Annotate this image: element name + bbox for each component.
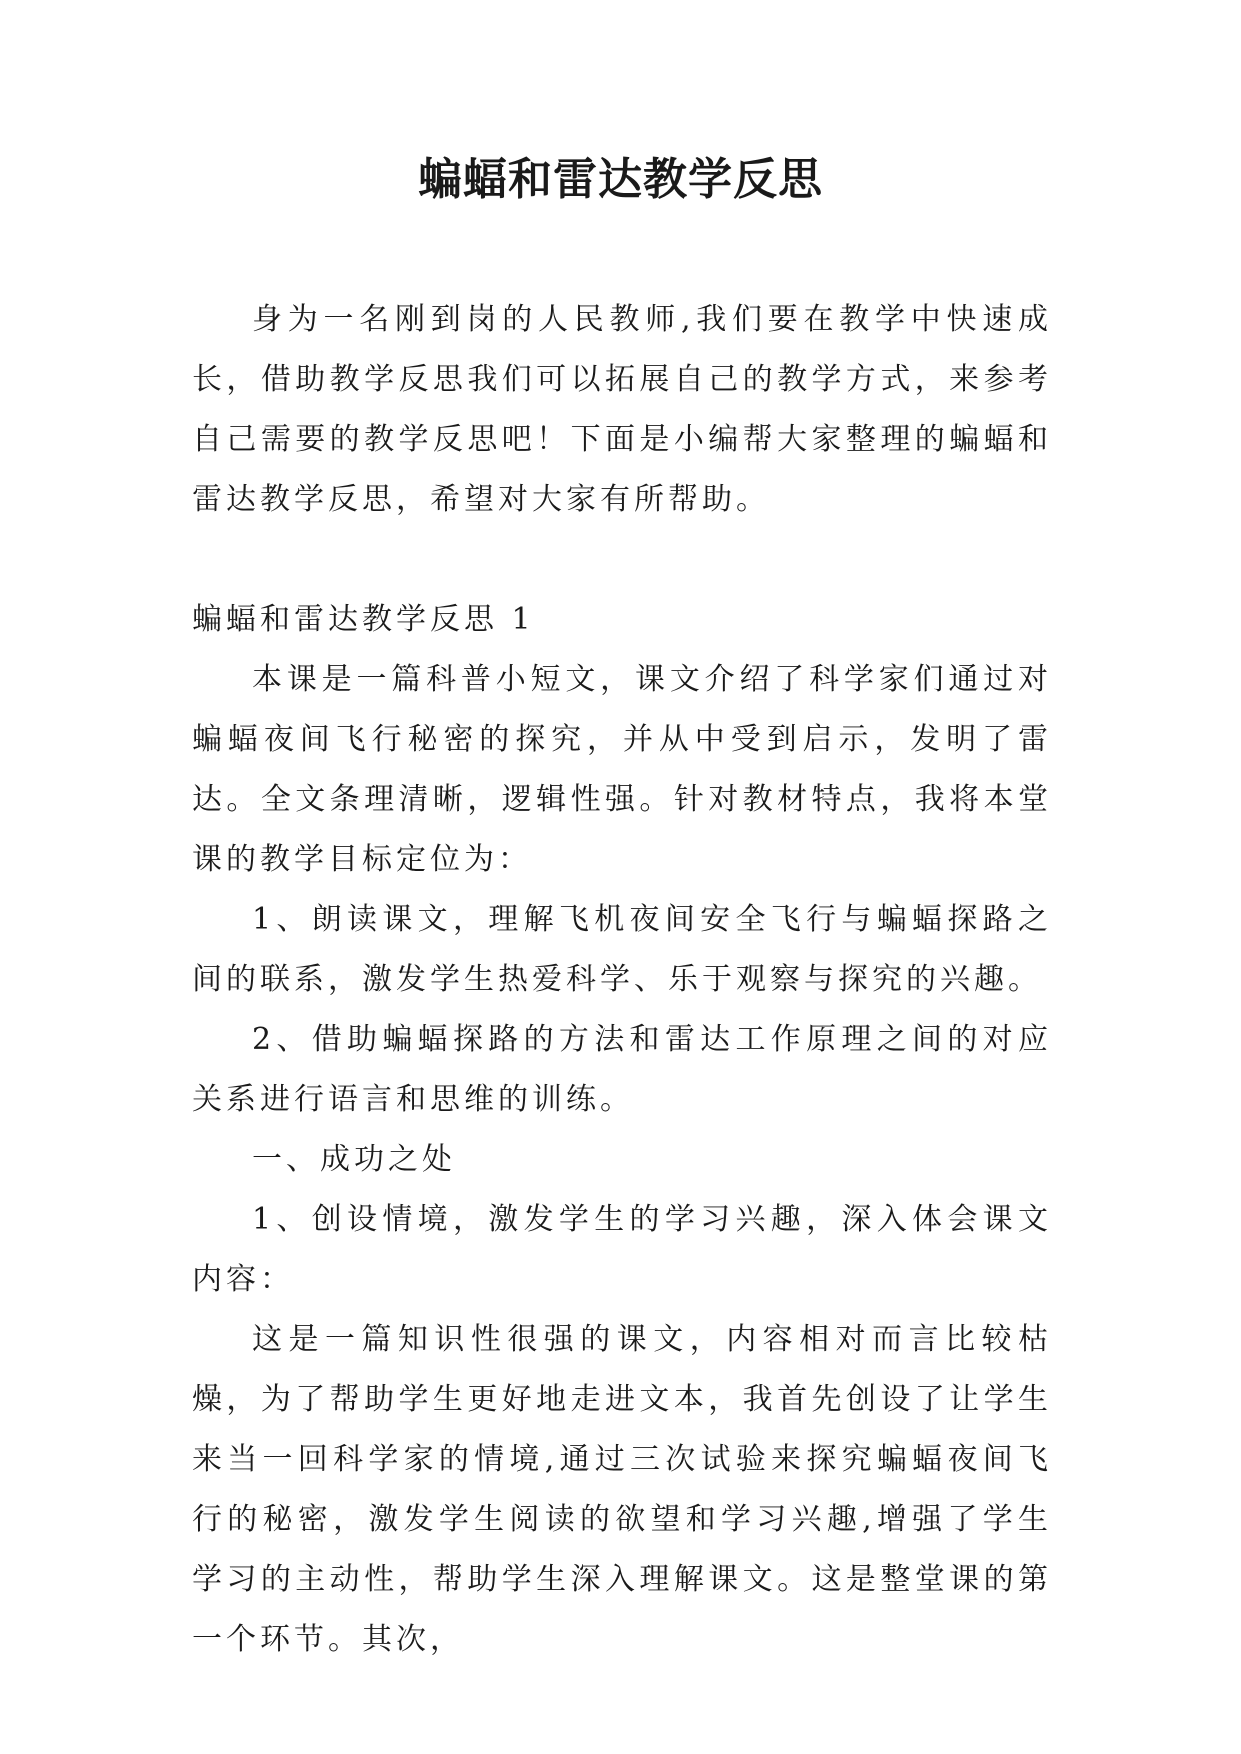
document-title: 蝙蝠和雷达教学反思 [418, 154, 823, 205]
body-paragraph: 2、借助蝙蝠探路的方法和雷达工作原理之间的对应关系进行语言和思维的训练。 [192, 1022, 1052, 1117]
intro-paragraph: 身为一名刚到岗的人民教师,我们要在教学中快速成长，借助教学反思我们可以拓展自己的教学方式，来参考自己需要的教学反思吧！下面是小编帮大家整理的蝙蝠和雷达教学反思，希望对大家有所帮助。 [192, 302, 1052, 517]
document-body [192, 290, 1052, 1670]
section-heading: 蝙蝠和雷达教学反思 1 [192, 602, 535, 637]
body-paragraph: 1、创设情境，激发学生的学习兴趣，深入体会课文内容： [192, 1202, 1052, 1297]
body-paragraph: 1、朗读课文，理解飞机夜间安全飞行与蝙蝠探路之间的联系，激发学生热爱科学、乐于观察与探究的兴趣。 [192, 902, 1052, 997]
subsection-heading: 一、成功之处 [252, 1142, 456, 1177]
body-paragraph: 本课是一篇科普小短文，课文介绍了科学家们通过对蝙蝠夜间飞行秘密的探究，并从中受到启示，发明了雷达。全文条理清晰，逻辑性强。针对教材特点，我将本堂课的教学目标定位为： [192, 662, 1052, 877]
body-paragraph: 这是一篇知识性很强的课文，内容相对而言比较枯燥，为了帮助学生更好地走进文本，我首先创设了让学生来当一回科学家的情境,通过三次试验来探究蝙蝠夜间飞行的秘密，激发学生阅读的欲望和学习兴趣,增强了学生学习的主动性，帮助学生深入理解课文。这是整堂课的第一个环节。其次， [192, 1322, 1052, 1657]
